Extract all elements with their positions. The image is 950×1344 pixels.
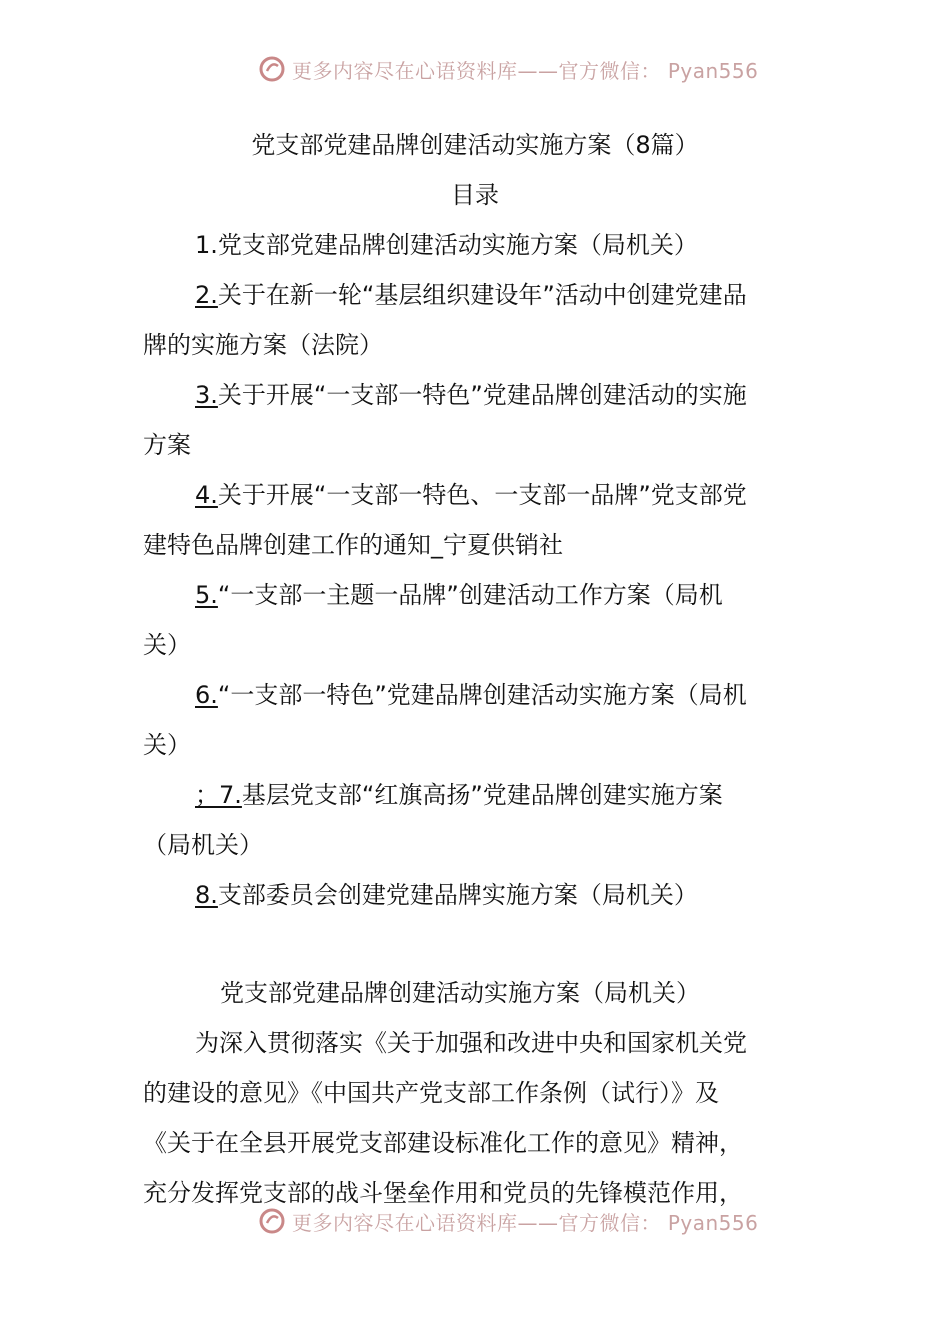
- section-title: 党支部党建品牌创建活动实施方案（局机关）: [220, 979, 700, 1007]
- toc-item-2-continued: 牌的实施方案（法院）: [143, 331, 383, 359]
- toc-item-7-continued: （局机关）: [143, 831, 263, 859]
- watermark-footer: [258, 1206, 778, 1236]
- toc-item-text: 党支部党建品牌创建活动实施方案（局机关）: [217, 231, 698, 259]
- toc-item-2[interactable]: [195, 278, 747, 312]
- toc-heading: 目录: [451, 181, 499, 209]
- toc-item-number: 2.: [195, 281, 218, 309]
- body-paragraph-line-3: 《关于在全县开展党支部建设标准化工作的意见》精神，: [143, 1129, 743, 1157]
- watermark-text: 更多内容尽在心语资料库——官方微信： Pyan556: [292, 1210, 759, 1235]
- toc-item-text: “一支部一特色”党建品牌创建活动实施方案（局机: [217, 681, 747, 709]
- body-paragraph-line-2: 的建设的意见》《中国共产党支部工作条例（试行）》及: [143, 1079, 719, 1107]
- body-paragraph-line-4: 充分发挥党支部的战斗堡垒作用和党员的先锋模范作用，: [143, 1179, 743, 1207]
- toc-item-5[interactable]: [195, 578, 723, 612]
- watermark-text: 更多内容尽在心语资料库——官方微信： Pyan556: [292, 58, 759, 83]
- toc-item-number: 5.: [195, 581, 218, 609]
- toc-item-number: 4.: [195, 481, 218, 509]
- toc-item-text: 关于在新一轮“基层组织建设年”活动中创建党建品: [217, 281, 747, 309]
- toc-item-6-continued: 关）: [143, 731, 191, 759]
- toc-item-4-continued: 建特色品牌创建工作的通知_宁夏供销社: [143, 531, 563, 559]
- toc-item-text: 关于开展“一支部一特色”党建品牌创建活动的实施: [217, 381, 747, 409]
- toc-item-3-continued: 方案: [143, 431, 191, 459]
- watermark-logo-icon: [258, 1207, 286, 1235]
- toc-item-number: 1.: [195, 231, 218, 259]
- toc-item-4[interactable]: [195, 478, 747, 512]
- toc-item-3[interactable]: [195, 378, 747, 412]
- watermark-header: [258, 54, 778, 84]
- toc-item-8[interactable]: [195, 878, 698, 912]
- document-title: 党支部党建品牌创建活动实施方案（8篇）: [251, 131, 699, 159]
- toc-item-number: 3.: [195, 381, 218, 409]
- toc-item-number: 6.: [195, 681, 218, 709]
- toc-item-number: ；7.: [195, 781, 242, 809]
- toc-item-7[interactable]: [195, 778, 723, 812]
- toc-item-number: 8.: [195, 881, 218, 909]
- toc-item-5-continued: 关）: [143, 631, 191, 659]
- toc-item-1[interactable]: [195, 228, 698, 262]
- toc-item-text: “一支部一主题一品牌”创建活动工作方案（局机: [217, 581, 723, 609]
- toc-item-text: 支部委员会创建党建品牌实施方案（局机关）: [217, 881, 698, 909]
- body-paragraph-line-1: 为深入贯彻落实《关于加强和改进中央和国家机关党: [195, 1029, 747, 1057]
- watermark-logo-icon: [258, 55, 286, 83]
- toc-item-text: 基层党支部“红旗高扬”党建品牌创建实施方案: [241, 781, 723, 809]
- toc-item-6[interactable]: [195, 678, 747, 712]
- toc-item-text: 关于开展“一支部一特色、一支部一品牌”党支部党: [217, 481, 747, 509]
